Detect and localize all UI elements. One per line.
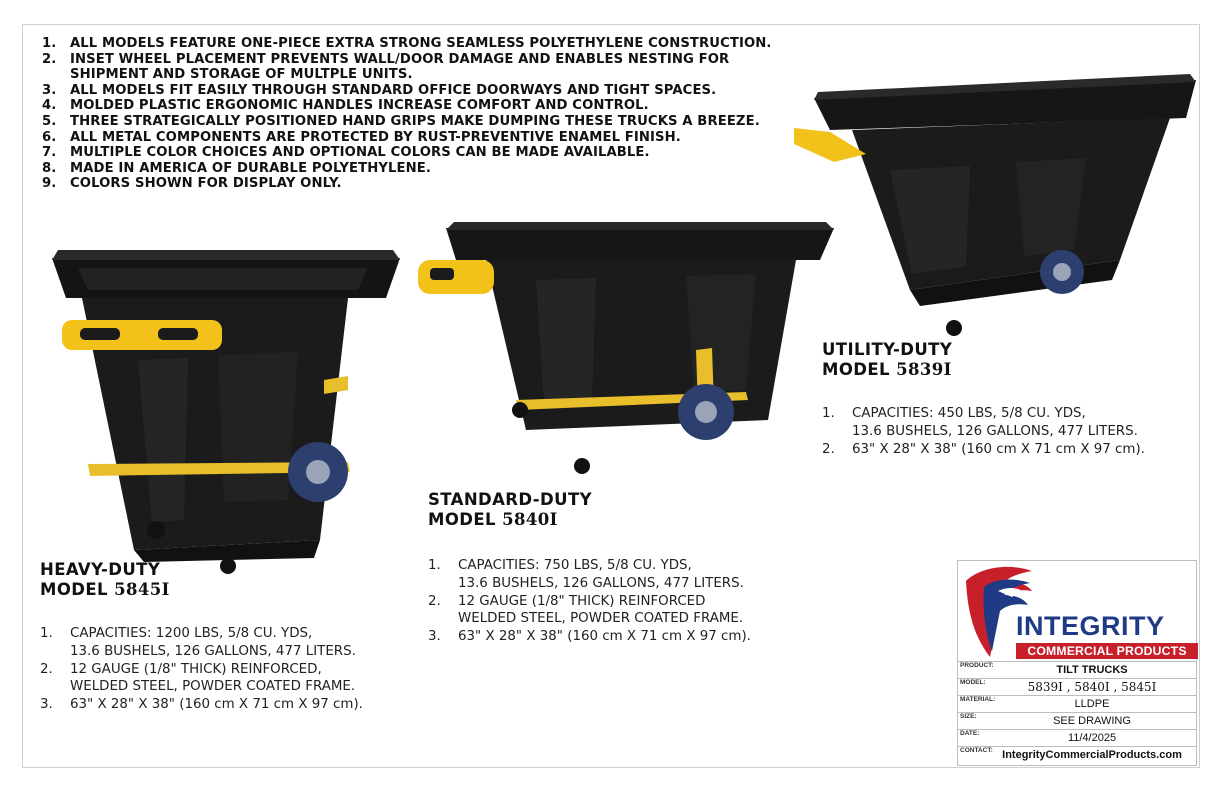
spec-item: 2. 12 GAUGE (1/8" THICK) REINFORCED, WELDED STEEL, POWDER COATED FRAME. (40, 661, 356, 695)
standard-duty-model-number: 5840I (502, 510, 558, 529)
feature-text: THREE STRATEGICALLY POSITIONED HAND GRIPS MAKE DUMPING THESE TRUCKS A BREEZE. (70, 113, 760, 129)
standard-duty-truck-image (416, 220, 836, 480)
feature-item: 1. ALL MODELS FEATURE ONE-PIECE EXTRA STRONG SEAMLESS POLYETHYLENE CONSTRUCTION. (42, 36, 772, 51)
feature-list (42, 36, 802, 192)
title-block-row-contact: CONTACT: IntegrityCommercialProducts.com (958, 746, 1196, 764)
standard-duty-model-heading (428, 490, 592, 530)
product-value: TILT TRUCKS (1056, 664, 1128, 676)
utility-duty-title: UTILITY-DUTY (822, 340, 953, 359)
feature-item: 8. MADE IN AMERICA OF DURABLE POLYETHYLENE. (42, 160, 431, 176)
spec-item: 1. CAPACITIES: 450 LBS, 5/8 CU. YDS, 13.6 BUSHELS, 126 GALLONS, 477 LITERS. (822, 406, 1138, 439)
feature-text: ALL MODELS FEATURE ONE-PIECE EXTRA STRONG SEAMLESS POLYETHYLENE CONSTRUCTION. (70, 36, 772, 51)
heavy-duty-model-number: 5845I (114, 580, 170, 599)
feature-item: 2. INSET WHEEL PLACEMENT PREVENTS WALL/DOOR DAMAGE AND ENABLES NESTING FOR SHIPMENT AND STORAGE OF MULTPLE UNITS. (42, 51, 730, 83)
heavy-duty-title: HEAVY-DUTY (40, 560, 161, 579)
feature-text: COLORS SHOWN FOR DISPLAY ONLY. (70, 176, 342, 192)
title-block-row-model: MODEL: 5839I , 5840I , 5845I (958, 678, 1196, 696)
feature-item: 3. ALL MODELS FIT EASILY THROUGH STANDARD OFFICE DOORWAYS AND TIGHT SPACES. (42, 82, 717, 98)
spec-item: 3. 63" X 28" X 38" (160 cm X 71 cm X 97 cm). (40, 697, 363, 713)
model-value: 5839I , 5840I , 5845I (1027, 680, 1157, 694)
title-block-row-material: MATERIAL: LLDPE (958, 695, 1196, 713)
feature-text: INSET WHEEL PLACEMENT PREVENTS WALL/DOOR DAMAGE AND ENABLES NESTING FOR SHIPMENT AND STORAGE OF MULTPLE UNITS. (70, 51, 730, 83)
material-value: LLDPE (1074, 698, 1110, 710)
utility-duty-model-number: 5839I (896, 360, 952, 379)
title-block (957, 560, 1197, 766)
title-block-row-date: DATE: 11/4/2025 (958, 729, 1196, 747)
utility-duty-specs (822, 405, 1145, 458)
spec-item: 1. CAPACITIES: 750 LBS, 5/8 CU. YDS, 13.6 BUSHELS, 126 GALLONS, 477 LITERS. (428, 558, 744, 591)
feature-text: ALL MODELS FIT EASILY THROUGH STANDARD OFFICE DOORWAYS AND TIGHT SPACES. (70, 82, 717, 98)
spec-item: 3. 63" X 28" X 38" (160 cm X 71 cm X 97 cm). (428, 629, 751, 645)
model-prefix: MODEL (822, 360, 890, 379)
feature-item: 6. ALL METAL COMPONENTS ARE PROTECTED BY RUST-PREVENTIVE ENAMEL FINISH. (42, 129, 681, 145)
model-prefix: MODEL (428, 510, 496, 529)
logo-wordmark: INTEGRITY (1016, 611, 1165, 641)
company-logo (958, 561, 1196, 661)
heavy-duty-truck-image (48, 240, 408, 575)
spec-item: 1. CAPACITIES: 1200 LBS, 5/8 CU. YDS, 13.6 BUSHELS, 126 GALLONS, 477 LITERS. (40, 626, 356, 659)
feature-item: 9. COLORS SHOWN FOR DISPLAY ONLY. (42, 176, 342, 192)
size-value: SEE DRAWING (1053, 715, 1131, 727)
standard-duty-title: STANDARD-DUTY (428, 490, 592, 509)
feature-text: MADE IN AMERICA OF DURABLE POLYETHYLENE. (70, 160, 431, 176)
standard-duty-specs (428, 557, 751, 646)
title-block-row-product: PRODUCT: TILT TRUCKS (958, 661, 1196, 679)
heavy-duty-specs (40, 625, 363, 714)
model-prefix: MODEL (40, 580, 108, 599)
date-value: 11/4/2025 (1067, 732, 1117, 744)
feature-item: 4. MOLDED PLASTIC ERGONOMIC HANDLES INCREASE COMFORT AND CONTROL. (42, 98, 649, 114)
feature-text: MULTIPLE COLOR CHOICES AND OPTIONAL COLORS CAN BE MADE AVAILABLE. (70, 145, 650, 161)
feature-text: MOLDED PLASTIC ERGONOMIC HANDLES INCREASE COMFORT AND CONTROL. (70, 98, 649, 114)
logo-tagline: COMMERCIAL PRODUCTS (1016, 643, 1198, 659)
utility-duty-model-heading (822, 340, 952, 380)
heavy-duty-model-heading (40, 560, 170, 600)
spec-item: 2. 12 GAUGE (1/8" THICK) REINFORCED WELDED STEEL, POWDER COATED FRAME. (428, 593, 744, 627)
utility-duty-truck-image (790, 70, 1198, 340)
contact-value: IntegrityCommercialProducts.com (1002, 749, 1182, 761)
feature-item: 5. THREE STRATEGICALLY POSITIONED HAND GRIPS MAKE DUMPING THESE TRUCKS A BREEZE. (42, 113, 760, 129)
feature-item: 7. MULTIPLE COLOR CHOICES AND OPTIONAL COLORS CAN BE MADE AVAILABLE. (42, 145, 650, 161)
spec-item: 2. 63" X 28" X 38" (160 cm X 71 cm X 97 cm). (822, 441, 1145, 457)
title-block-row-size: SIZE: SEE DRAWING (958, 712, 1196, 730)
feature-text: ALL METAL COMPONENTS ARE PROTECTED BY RUST-PREVENTIVE ENAMEL FINISH. (70, 129, 681, 145)
